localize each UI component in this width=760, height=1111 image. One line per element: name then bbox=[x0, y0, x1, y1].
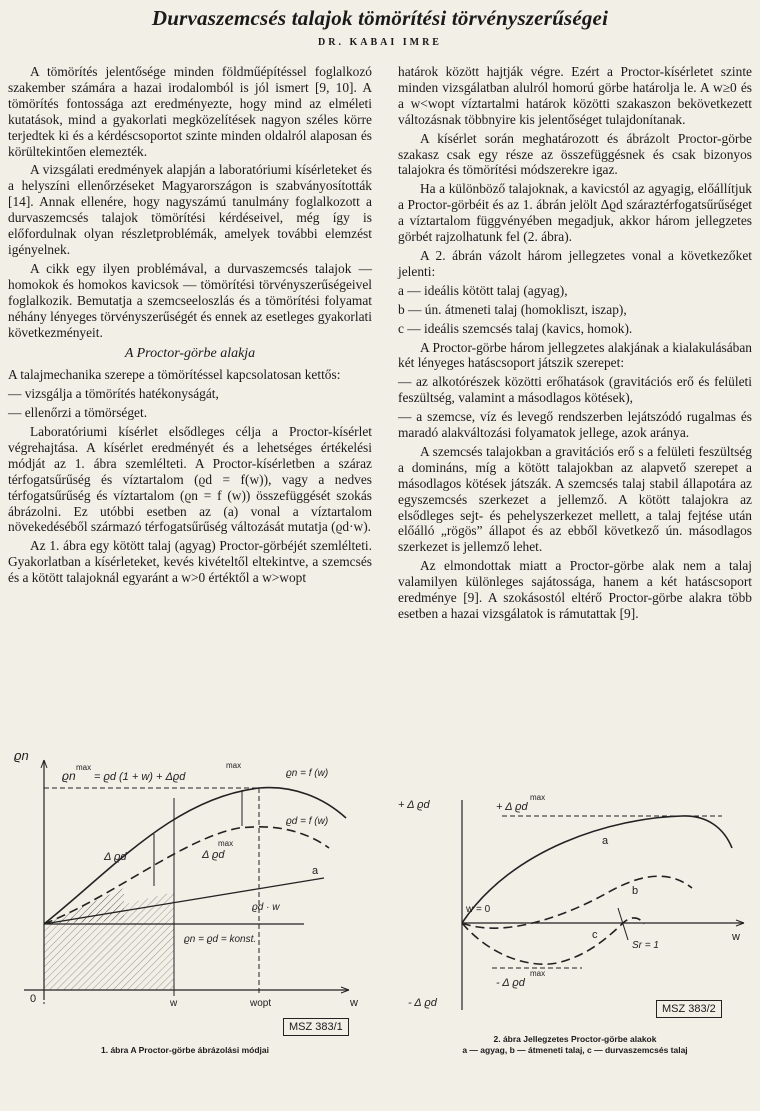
list-item: — az alkotórészek közötti erőhatások (gravitációs erő és felületi feszültség, valamint a másodlagos kötések), bbox=[398, 374, 752, 406]
paragraph: Ha a különböző talajoknak, a kavicstól az agyagig, előállítjuk a Proctor-görbéit és az 1. ábrán jelölt Δϱd száraztérfogatsűrűséget a víztartalom függvényében megadjuk, akkor három jellegzetes görbét rajzolhatunk fel (2. ábra). bbox=[398, 181, 752, 245]
list-item: — ellenőrzi a tömörséget. bbox=[8, 405, 148, 421]
list-item: — a szemcse, víz és levegő rendszerben lejátszódó rugalmas és maradó alakváltozási folyamatok jellege, azok aránya. bbox=[398, 409, 752, 441]
fig1-curve-n-label: ϱn = f (w) bbox=[286, 768, 329, 779]
fig1-caption: 1. ábra A Proctor-görbe ábrázolási módjai bbox=[101, 1045, 269, 1055]
fig1-dw-label: ϱd · w bbox=[252, 902, 280, 913]
fig2-top-sup: max bbox=[530, 793, 546, 802]
fig2-curve-b: b bbox=[632, 885, 639, 897]
right-column bbox=[398, 64, 752, 625]
paragraph: határok között hajtják végre. Ezért a Proctor-kísérletet szinte minden vizsgálatban alulról homorú görbe határolja le. A w≥0 és a w<wopt víztartalmi határok közötti szakaszon bekövetkezett változásnak többnyire kis jelentőséget tulajdonítanak. bbox=[398, 64, 752, 127]
list-item: c — ideális szemcsés talaj (kavics, homok). bbox=[398, 320, 633, 336]
fig2-bottom-label: - Δ ϱd bbox=[496, 977, 525, 989]
fig2-curve-c: c bbox=[592, 929, 598, 941]
fig2-caption bbox=[410, 1034, 740, 1056]
list-item: b — ún. átmeneti talaj (homokliszt, iszap), bbox=[398, 301, 627, 317]
curve-rho-n bbox=[44, 788, 346, 924]
author-name: DR. KABAI IMRE bbox=[318, 37, 442, 48]
paragraph: Az elmondottak miatt a Proctor-görbe alak nem a talaj valamilyen különleges sajátossága, hanem a két hatáscsoport eredménye [9]. A szokásostól eltérő Proctor-görbe alakra több esetben a hazai vizsgálatok is rámutattak [9]. bbox=[398, 558, 752, 621]
paragraph: A 2. ábrán vázolt három jellegzetes vonal a következőket jelenti: bbox=[398, 247, 752, 279]
fig2-curve-a: a bbox=[602, 835, 609, 847]
fig1-delta-max: Δ ϱd bbox=[202, 849, 225, 861]
fig1-wopt-tick: wopt bbox=[250, 998, 272, 1009]
fig1-x-label: w bbox=[350, 997, 358, 1009]
curve-a bbox=[462, 816, 732, 923]
fig1-origin: 0 bbox=[30, 993, 37, 1005]
paragraph: Laboratóriumi kísérlet elsődleges célja a Proctor-kísérlet végrehajtása. A kísérlet eredményét és a lehetséges értékelési módját az 1. ábra szemlélteti. A Proctor-kísérletben a száraz térfogatsűrűség és víztartalom (ϱd = f(w)), vagy a nedves térfogatsűrűség és víztartalom (ϱn = f (w)) összefüggését szokás ábrázolni. Ez utóbbi esetben az (a) vonal a víztartalom növekedéséből származó térfogatsűrűség változását mutatja (ϱd·w). bbox=[8, 424, 372, 535]
list-item: a — ideális kötött talaj (agyag), bbox=[398, 282, 568, 298]
paragraph: A talajmechanika szerepe a tömörítéssel kapcsolatosan kettős: bbox=[8, 367, 341, 383]
fig1-delta-max-sup: max bbox=[218, 839, 234, 848]
paragraph: A Proctor-görbe három jellegzetes alakjának a kialakulásában két lényeges hatáscsoport játszik szerepet: bbox=[398, 339, 752, 371]
fig2-y-minus: - Δ ϱd bbox=[408, 997, 437, 1009]
fig1-konst-label: ϱn = ϱd = konst. bbox=[184, 934, 257, 945]
fig1-eq-left: ϱn bbox=[62, 769, 76, 783]
paragraph: Az 1. ábra egy kötött talaj (agyag) Proctor-görbéjét szemlélteti. Gyakorlatban a kísérleteket, kevés kivételtől eltekintve, a szemcsés és a kötött talajoknál egyaránt a w>0 értéktől a w>wopt bbox=[8, 538, 372, 586]
fig1-delta-left: Δ ϱd bbox=[104, 851, 127, 863]
curve-c bbox=[462, 918, 644, 964]
fig1-eq-sup2: max bbox=[226, 761, 242, 770]
fig1-eq-sup: max bbox=[76, 763, 92, 772]
figure-1-diagram bbox=[4, 738, 374, 1038]
fig2-x-label: w bbox=[732, 931, 740, 943]
fig1-standard-badge: MSZ 383/1 bbox=[283, 1018, 349, 1036]
fig1-line-a-label: a bbox=[312, 865, 319, 877]
paragraph: A szemcsés talajokban a gravitációs erő s a felületi feszültség a domináns, míg a kötött talajokban az alapvető szerepet a másodlagos kötések játszák. A szemcsés talaj stabil állapotára az egyszemcsés szerkezet a jellemző. A kötött talajokra az elsődleges sejt- és pehelyszerkezet mellett, a talaj fejtése után előálló „rögös” állapot és az ebből következő ún. másodlagos szerkezet is jellemző lehet. bbox=[398, 443, 752, 555]
line-a bbox=[44, 878, 324, 924]
fig2-y-plus: + Δ ϱd bbox=[398, 799, 430, 811]
fig2-caption-line1: 2. ábra Jellegzetes Proctor-görbe alakok bbox=[493, 1034, 657, 1044]
fig1-curve-d-label: ϱd = f (w) bbox=[286, 816, 329, 827]
left-column bbox=[8, 64, 372, 589]
fig2-standard-badge: MSZ 383/2 bbox=[656, 1000, 722, 1018]
sr-marker bbox=[618, 908, 628, 940]
paragraph: A cikk egy ilyen problémával, a durvaszemcsés talajok — homokok és homokos kavicsok — tömörítési törvényszerűségeivel foglalkozik. Bemutatja a szemcseeloszlás és a tömörítési folyamat néhány lényeges törvényszerűségét és ennek az esetleges gyakorlati következményeit. bbox=[8, 260, 372, 340]
paragraph: A kísérlet során meghatározott és ábrázolt Proctor-görbe szakasz csak egy része az összefüggésnek és csak bizonyos talajokra és tömörítési módszerekre igaz. bbox=[398, 130, 752, 178]
list-item: — vizsgálja a tömörítés hatékonyságát, bbox=[8, 386, 219, 402]
section-heading bbox=[8, 346, 372, 362]
fig2-w0: w = 0 bbox=[466, 904, 491, 915]
fig2-bottom-sup: max bbox=[530, 969, 546, 978]
fig1-w-tick: w bbox=[170, 998, 178, 1009]
fig2-caption-line2: a — agyag, b — átmeneti talaj, c — durvaszemcsés talaj bbox=[462, 1045, 688, 1055]
section-heading-text: A Proctor-görbe alakja bbox=[124, 346, 256, 362]
fig1-eq-mid: = ϱd (1 + w) + Δϱd bbox=[94, 771, 186, 783]
fig2-sr: Sr = 1 bbox=[632, 940, 659, 951]
figure-2-diagram bbox=[392, 788, 756, 1028]
fig2-top-label: + Δ ϱd bbox=[496, 801, 528, 813]
article-title: Durvaszemcsés talajok tömörítési törvényszerűségei bbox=[151, 6, 609, 30]
paragraph: A tömörítés jelentősége minden földműépítéssel foglalkozó szakember számára a hazai irodalomból is jól ismert [9, 10]. A tömörítés fontossága azt eredményezte, hogy mind az elméleti kutatások, mind a gyakorlati megközelítések nagyon széles körre terjedtek ki és a kérdéscsoportot szinte minden oldalról alaposan és körültekintően elemezték. bbox=[8, 64, 372, 159]
fig1-y-label: ϱn bbox=[14, 748, 29, 763]
paragraph: A vizsgálati eredmények alapján a laboratóriumi kísérleteket és a helyszíni ellenőrzéseket Magyarországon is szabványosították [14]. Annak ellenére, hogy nagyszámú tanulmány foglalkozott a durvaszemcsés talajok tömörítési kérdéseivel, még így is előfordulnak olyan részletproblémák, amelyek további elemzést igényelnek. bbox=[8, 162, 372, 257]
